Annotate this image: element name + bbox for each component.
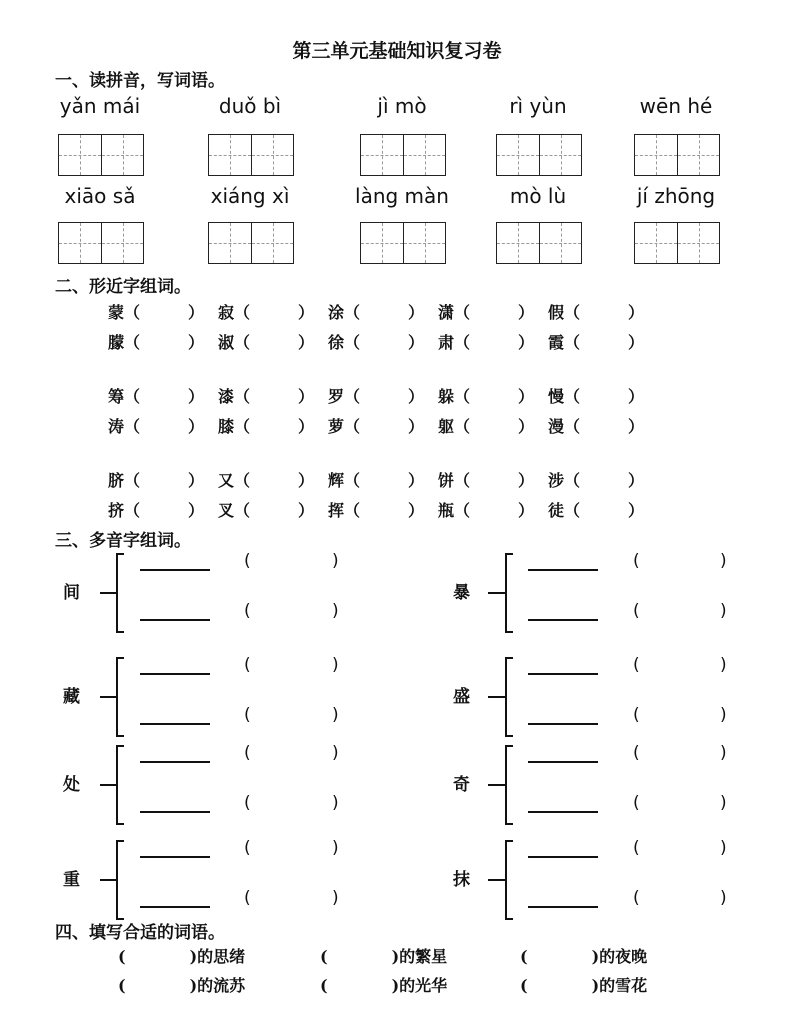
fill-word-item: ( )的雪花: [520, 976, 648, 995]
writing-grid[interactable]: [208, 222, 294, 264]
paren-close: ): [720, 793, 727, 813]
grid-cell[interactable]: [635, 223, 677, 263]
section-1-heading: 一、读拼音，写词语。: [55, 71, 225, 91]
paren-open: (: [633, 793, 640, 813]
similar-char-item: 躯（ ）: [438, 417, 535, 436]
similar-char-item: 寂（ ）: [218, 303, 315, 322]
grid-cell[interactable]: [59, 223, 101, 263]
similar-char-item: 涂（ ）: [328, 303, 425, 322]
pinyin-text: yǎn mái: [59, 94, 141, 118]
similar-char-item: 叉（ ）: [218, 501, 315, 520]
polyphone-char: 奇: [453, 775, 470, 795]
bracket-stem: [488, 592, 505, 594]
paren-close: ): [332, 793, 339, 813]
paren-close: ): [720, 838, 727, 858]
writing-grid[interactable]: [58, 222, 144, 264]
polyphone-char: 间: [63, 583, 80, 603]
similar-char-item: 漫（ ）: [548, 417, 645, 436]
similar-char-item: 膝（ ）: [218, 417, 315, 436]
section-3-heading: 三、多音字组词。: [55, 531, 191, 551]
answer-blank[interactable]: [140, 811, 210, 813]
answer-blank[interactable]: [140, 619, 210, 621]
paren-open: (: [633, 551, 640, 571]
paren-open: (: [244, 705, 251, 725]
similar-char-item: 蒙（ ）: [108, 303, 205, 322]
similar-char-item: 饼（ ）: [438, 471, 535, 490]
paren-open: (: [244, 743, 251, 763]
grid-cell[interactable]: [403, 223, 445, 263]
paren-close: ): [720, 705, 727, 725]
bracket-stem: [100, 696, 116, 698]
writing-grid[interactable]: [58, 134, 144, 176]
section-4-heading: 四、填写合适的词语。: [55, 923, 225, 943]
polyphone-char: 藏: [63, 687, 80, 707]
answer-blank[interactable]: [528, 723, 598, 725]
paren-close: ): [720, 655, 727, 675]
bracket-stem: [488, 784, 505, 786]
similar-char-item: 挥（ ）: [328, 501, 425, 520]
grid-cell[interactable]: [361, 135, 403, 175]
similar-char-item: 瓶（ ）: [438, 501, 535, 520]
similar-char-row: [108, 384, 668, 408]
writing-grid[interactable]: [360, 134, 446, 176]
similar-char-item: 慢（ ）: [548, 387, 645, 406]
similar-char-row: [108, 498, 668, 522]
grid-cell[interactable]: [539, 223, 581, 263]
similar-char-row: [108, 414, 668, 438]
pinyin-text: làng màn: [355, 184, 449, 208]
fill-words-row: [0, 973, 794, 997]
grid-cell[interactable]: [101, 135, 143, 175]
answer-blank[interactable]: [528, 856, 598, 858]
similar-char-row: [108, 330, 668, 354]
paren-open: (: [244, 838, 251, 858]
paren-open: (: [633, 705, 640, 725]
pinyin-text: mò lù: [509, 184, 567, 208]
writing-grid[interactable]: [634, 222, 720, 264]
pinyin-text: jì mò: [377, 94, 427, 118]
writing-grid[interactable]: [360, 222, 446, 264]
paren-close: ): [332, 601, 339, 621]
paren-close: ): [332, 551, 339, 571]
answer-blank[interactable]: [528, 906, 598, 908]
grid-cell[interactable]: [677, 135, 719, 175]
answer-blank[interactable]: [528, 761, 598, 763]
bracket: [116, 657, 124, 737]
similar-char-item: 辉（ ）: [328, 471, 425, 490]
fill-word-item: ( )的繁星: [320, 947, 448, 966]
similar-char-item: 漆（ ）: [218, 387, 315, 406]
similar-char-item: 涉（ ）: [548, 471, 645, 490]
similar-char-row: [108, 300, 668, 324]
page-title: 第三单元基础知识复习卷: [292, 40, 502, 62]
paren-open: (: [244, 601, 251, 621]
similar-char-item: 筹（ ）: [108, 387, 205, 406]
grid-cell[interactable]: [59, 135, 101, 175]
paren-close: ): [332, 705, 339, 725]
similar-char-item: 徒（ ）: [548, 501, 645, 520]
similar-char-item: 又（ ）: [218, 471, 315, 490]
paren-open: (: [244, 888, 251, 908]
answer-blank[interactable]: [528, 569, 598, 571]
bracket-stem: [488, 696, 505, 698]
polyphone-char: 抹: [453, 870, 470, 890]
writing-grid[interactable]: [208, 134, 294, 176]
paren-open: (: [633, 743, 640, 763]
paren-open: (: [633, 655, 640, 675]
answer-blank[interactable]: [140, 761, 210, 763]
grid-cell[interactable]: [635, 135, 677, 175]
grid-cell[interactable]: [677, 223, 719, 263]
paren-open: (: [244, 793, 251, 813]
paren-open: (: [244, 655, 251, 675]
pinyin-text: xiāo sǎ: [64, 184, 136, 208]
pinyin-text: rì yùn: [509, 94, 567, 118]
similar-char-item: 假（ ）: [548, 303, 645, 322]
bracket: [505, 745, 513, 825]
paren-open: (: [633, 838, 640, 858]
similar-char-item: 肃（ ）: [438, 333, 535, 352]
pinyin-text: xiáng xì: [210, 184, 290, 208]
bracket: [505, 657, 513, 737]
bracket: [505, 840, 513, 920]
grid-cell[interactable]: [101, 223, 143, 263]
answer-blank[interactable]: [140, 569, 210, 571]
similar-char-item: 淑（ ）: [218, 333, 315, 352]
grid-cell[interactable]: [403, 135, 445, 175]
writing-grid[interactable]: [634, 134, 720, 176]
paren-open: (: [244, 551, 251, 571]
fill-word-item: ( )的流苏: [118, 976, 246, 995]
similar-char-item: 徐（ ）: [328, 333, 425, 352]
bracket: [116, 840, 124, 920]
writing-grid[interactable]: [496, 222, 582, 264]
fill-word-item: ( )的光华: [320, 976, 448, 995]
answer-blank[interactable]: [528, 811, 598, 813]
grid-cell[interactable]: [251, 223, 293, 263]
answer-blank[interactable]: [528, 619, 598, 621]
bracket-stem: [100, 592, 116, 594]
bracket-stem: [488, 879, 505, 881]
paren-close: ): [332, 888, 339, 908]
polyphone-char: 重: [63, 870, 80, 890]
similar-char-item: 涛（ ）: [108, 417, 205, 436]
writing-grid[interactable]: [496, 134, 582, 176]
fill-words-row: [0, 944, 794, 968]
grid-cell[interactable]: [497, 223, 539, 263]
fill-word-item: ( )的夜晚: [520, 947, 648, 966]
bracket: [505, 553, 513, 633]
pinyin-text: jí zhōng: [636, 184, 716, 208]
grid-cell[interactable]: [361, 223, 403, 263]
bracket-stem: [100, 784, 116, 786]
similar-char-item: 朦（ ）: [108, 333, 205, 352]
similar-char-item: 罗（ ）: [328, 387, 425, 406]
similar-char-item: 萝（ ）: [328, 417, 425, 436]
section-2-heading: 二、形近字组词。: [55, 277, 191, 297]
grid-cell[interactable]: [251, 135, 293, 175]
polyphone-char: 处: [63, 775, 80, 795]
paren-open: (: [633, 601, 640, 621]
similar-char-item: 躲（ ）: [438, 387, 535, 406]
paren-close: ): [720, 743, 727, 763]
pinyin-text: wēn hé: [639, 94, 713, 118]
answer-blank[interactable]: [140, 723, 210, 725]
bracket: [116, 745, 124, 825]
grid-cell[interactable]: [209, 223, 251, 263]
similar-char-row: [108, 468, 668, 492]
bracket: [116, 553, 124, 633]
bracket-stem: [100, 879, 116, 881]
answer-blank[interactable]: [140, 856, 210, 858]
similar-char-item: 脐（ ）: [108, 471, 205, 490]
answer-blank[interactable]: [140, 906, 210, 908]
similar-char-item: 霞（ ）: [548, 333, 645, 352]
polyphone-char: 暴: [453, 583, 470, 603]
paren-close: ): [720, 601, 727, 621]
answer-blank[interactable]: [140, 673, 210, 675]
paren-close: ): [332, 838, 339, 858]
polyphone-char: 盛: [453, 687, 470, 707]
pinyin-text: duǒ bì: [218, 94, 282, 118]
similar-char-item: 潇（ ）: [438, 303, 535, 322]
paren-close: ): [720, 888, 727, 908]
paren-close: ): [332, 655, 339, 675]
paren-open: (: [633, 888, 640, 908]
grid-cell[interactable]: [539, 135, 581, 175]
grid-cell[interactable]: [209, 135, 251, 175]
fill-word-item: ( )的思绪: [118, 947, 246, 966]
similar-char-item: 挤（ ）: [108, 501, 205, 520]
paren-close: ): [332, 743, 339, 763]
grid-cell[interactable]: [497, 135, 539, 175]
paren-close: ): [720, 551, 727, 571]
answer-blank[interactable]: [528, 673, 598, 675]
